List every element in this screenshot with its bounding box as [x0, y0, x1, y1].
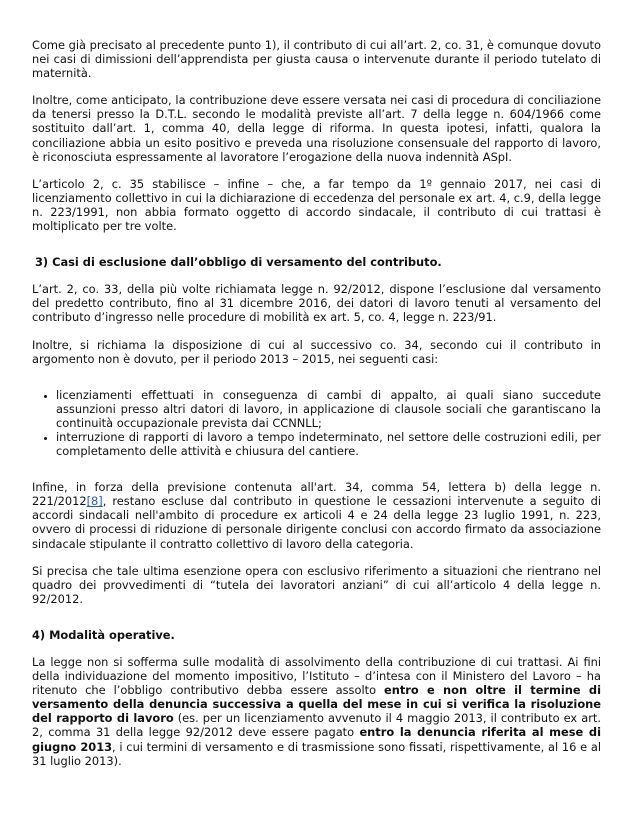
paragraph-text: La legge non si sofferma sulle modalità di assolvimento della contribuzione di cui trattasi. Ai fini della individuazione del momento impositivo, l’Istituto – d’intesa con il Ministero del Lavoro – ha ritenuto che l’obbligo contributivo debba essere assolto [32, 655, 601, 698]
paragraph-text: , restano escluse dal contributo in questione le cessazioni intervenute a seguito di accordi sindacali nell'ambito di procedure ex articoli 4 e 24 della legge 23 luglio 1991, n. 223, ovvero di processi di riduzione di personale dirigente conclusi con accordo firmato da associazione sindacale stipulante il contratto collettivo di lavoro della categoria. [32, 494, 601, 551]
list-item: • interruzione di rapporti di lavoro a tempo indeterminato, nel settore delle costruzioni edili, per completamento delle attività e chiusura del cantiere. [56, 430, 601, 458]
paragraph-comma-34: Inoltre, si richiama la disposizione di cui al successivo co. 34, secondo cui il contributo in argomento non è dovuto, per il periodo 2013 – 2015, nei seguenti casi: [32, 337, 601, 366]
paragraph-conciliazione: Inoltre, come anticipato, la contribuzione deve essere versata nei casi di procedura di conciliazione da tenersi presso la D.T.L. secondo le modalità previste all’art. 7 della legge n. 604/1966 come sostituito dall’art. 1, comma 40, della legge di riforma. In questa ipotesi, infatti, qualora la conciliazione abbia un esito positivo e preveda una risoluzione consensuale del rapporto di lavoro, è riconosciuta espressamente al lavoratore l’erogazione della nuova indennità ASpI. [32, 93, 601, 164]
document-page [32, 38, 601, 768]
paragraph-text: (es. per un licenziamento avvenuto il 4 maggio 2013, il contributo ex art. 2, comma 31 della legge 92/2012 deve essere pagato [32, 711, 601, 740]
paragraph-licenziamento-collettivo: L’articolo 2, c. 35 stabilisce – infine – che, a far tempo da 1º gennaio 2017, nei casi di licenziamento collettivo in cui la dichiarazione di eccedenza del personale ex art. 4, c.9, della legge n. 223/1991, non abbia formato oggetto di accordo sindacale, il contributo di cui trattasi è moltiplicato per tre volte. [32, 176, 601, 234]
bold-text: entro e non oltre il termine di versamento della denuncia successiva a quella del mese in cui si verifica la risoluzione del rapporto di lavoro [32, 683, 601, 726]
section-heading-3: 3) Casi di esclusione dall’obbligo di versamento del contributo. [35, 255, 442, 270]
paragraph-apprendista: Come già precisato al precedente punto 1), il contributo di cui all’art. 2, co. 31, è comunque dovuto nei casi di dimissioni dell’apprendista per giusta causa o intervenute durante il periodo tutelato di maternità. [32, 38, 601, 81]
paragraph-text: Infine, in forza della previsione contenuta all'art. 34, comma 54, lettera b) della legge n. 221/2012 [32, 480, 601, 509]
section-heading-4: 4) Modalità operative. [32, 627, 175, 642]
exclusion-list [32, 388, 601, 458]
paragraph-legge-221 [32, 480, 601, 550]
paragraph-modalita [32, 655, 601, 768]
paragraph-esclusione-mobilita: L’art. 2, co. 33, della più volte richiamata legge n. 92/2012, dispone l’esclusione dal versamento del predetto contributo, fino al 31 dicembre 2016, dei datori di lavoro tenuti al versamento del contributo d’ingresso nelle procedure di mobilità ex art. 5, co. 4, legge n. 223/91. [32, 282, 601, 325]
paragraph-lavoratori-anziani: Si precisa che tale ultima esenzione opera con esclusivo riferimento a situazioni che rientrano nel quadro dei provvedimenti di “tutela dei lavoratori anziani” di cui all’articolo 4 della legge n. 92/2012. [32, 563, 601, 606]
paragraph-text: , i cui termini di versamento e di trasmissione sono fissati, rispettivamente, al 16 e al 31 luglio 2013). [32, 739, 601, 768]
bold-text: entro la denuncia riferita al mese di giugno 2013 [32, 725, 601, 754]
list-item: • licenziamenti effettuati in conseguenza di cambi di appalto, ai quali siano succedute assunzioni presso altri datori di lavoro, in applicazione di clausole sociali che garantiscano la continuità occupazionale prevista dai CCNNLL; [56, 388, 601, 430]
footnote-link[interactable]: [8] [86, 494, 103, 509]
